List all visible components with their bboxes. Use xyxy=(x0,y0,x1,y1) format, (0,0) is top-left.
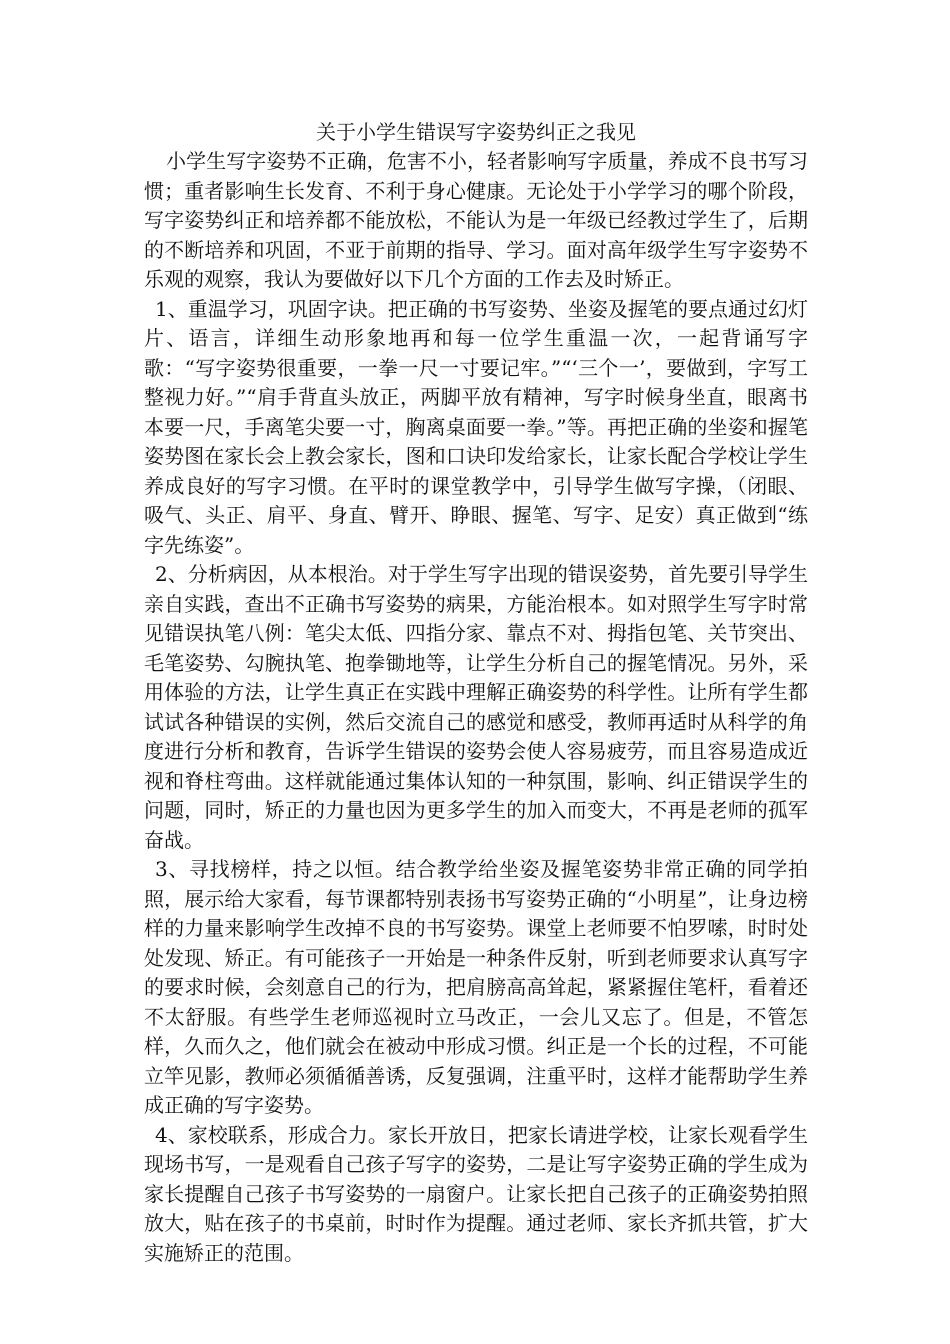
intro-paragraph: 小学生写字姿势不正确，危害不小，轻者影响写字质量，养成不良书写习惯；重者影响生长发育、不利于身心健康。无论处于小学学习的哪个阶段，写字姿势纠正和培养都不能放松，不能认为是一年级已经教过学生了，后期的不断培养和巩固，不亚于前期的指导、学习。面对高年级学生写字姿势不乐观的观察，我认为要做好以下几个方面的工作去及时矫正。 xyxy=(144,149,808,291)
document-page xyxy=(144,118,808,1268)
paragraph-point-1: 1、重温学习，巩固字诀。把正确的书写姿势、坐姿及握笔的要点通过幻灯片、语言，详细生动形象地再和每一位学生重温一次，一起背诵写字歌：“写字姿势很重要，一拳一尺一寸要记牢。”“‘三个一’，要做到，字写工整视力好。”“肩手背直头放正，两脚平放有精神，写字时候身坐直，眼离书本要一尺，手离笔尖要一寸，胸离桌面要一拳。”等。再把正确的坐姿和握笔姿势图在家长会上教会家长，图和口诀印发给家长，让家长配合学校让学生养成良好的写字习惯。在平时的课堂教学中，引导学生做写字操，（闭眼、吸气、头正、肩平、身直、臂开、睁眼、握笔、写字、足安）真正做到“练字先练姿”。 xyxy=(144,296,808,557)
paragraph-point-3: 3、寻找榜样，持之以恒。结合教学给坐姿及握笔姿势非常正确的同学拍照，展示给大家看，每节课都特别表扬书写姿势正确的“小明星”，让身边榜样的力量来影响学生改掉不良的书写姿势。课堂上老师要不怕罗嗦，时时处处发现、矫正。有可能孩子一开始是一种条件反射，听到老师要求认真写字的要求时候，会刻意自己的行为，把肩膀高高耸起，紧紧握住笔杆，看着还不太舒服。有些学生老师巡视时立马改正，一会儿又忘了。但是，不管怎样，久而久之，他们就会在被动中形成习惯。纠正是一个长的过程，不可能立竿见影，教师必须循循善诱，反复强调，注重平时，这样才能帮助学生养成正确的写字姿势。 xyxy=(144,857,808,1117)
document-title: 关于小学生错误写字姿势纠正之我见 xyxy=(316,120,636,144)
paragraph-point-2: 2、分析病因，从本根治。对于学生写字出现的错误姿势，首先要引导学生亲自实践，查出不正确书写姿势的病果，方能治根本。如对照学生写字时常见错误执笔八例：笔尖太低、四指分家、靠点不对、拇指包笔、关节突出、毛笔姿势、勾腕执笔、抱拳锄地等，让学生分析自己的握笔情况。另外，采用体验的方法，让学生真正在实践中理解正确姿势的科学性。让所有学生都试试各种错误的实例，然后交流自己的感觉和感受，教师再适时从科学的角度进行分析和教育，告诉学生错误的姿势会使人容易疲劳，而且容易造成近视和脊柱弯曲。这样就能通过集体认知的一种氛围，影响、纠正错误学生的问题，同时，矫正的力量也因为更多学生的加入而变大，不再是老师的孤军奋战。 xyxy=(144,562,808,852)
paragraph-point-4: 4、家校联系，形成合力。家长开放日，把家长请进学校，让家长观看学生现场书写，一是观看自己孩子写字的姿势，二是让写字姿势正确的学生成为家长提醒自己孩子书写姿势的一扇窗户。让家长把自己孩子的正确姿势拍照放大，贴在孩子的书桌前，时时作为提醒。通过老师、家长齐抓共管，扩大实施矫正的范围。 xyxy=(144,1122,808,1265)
